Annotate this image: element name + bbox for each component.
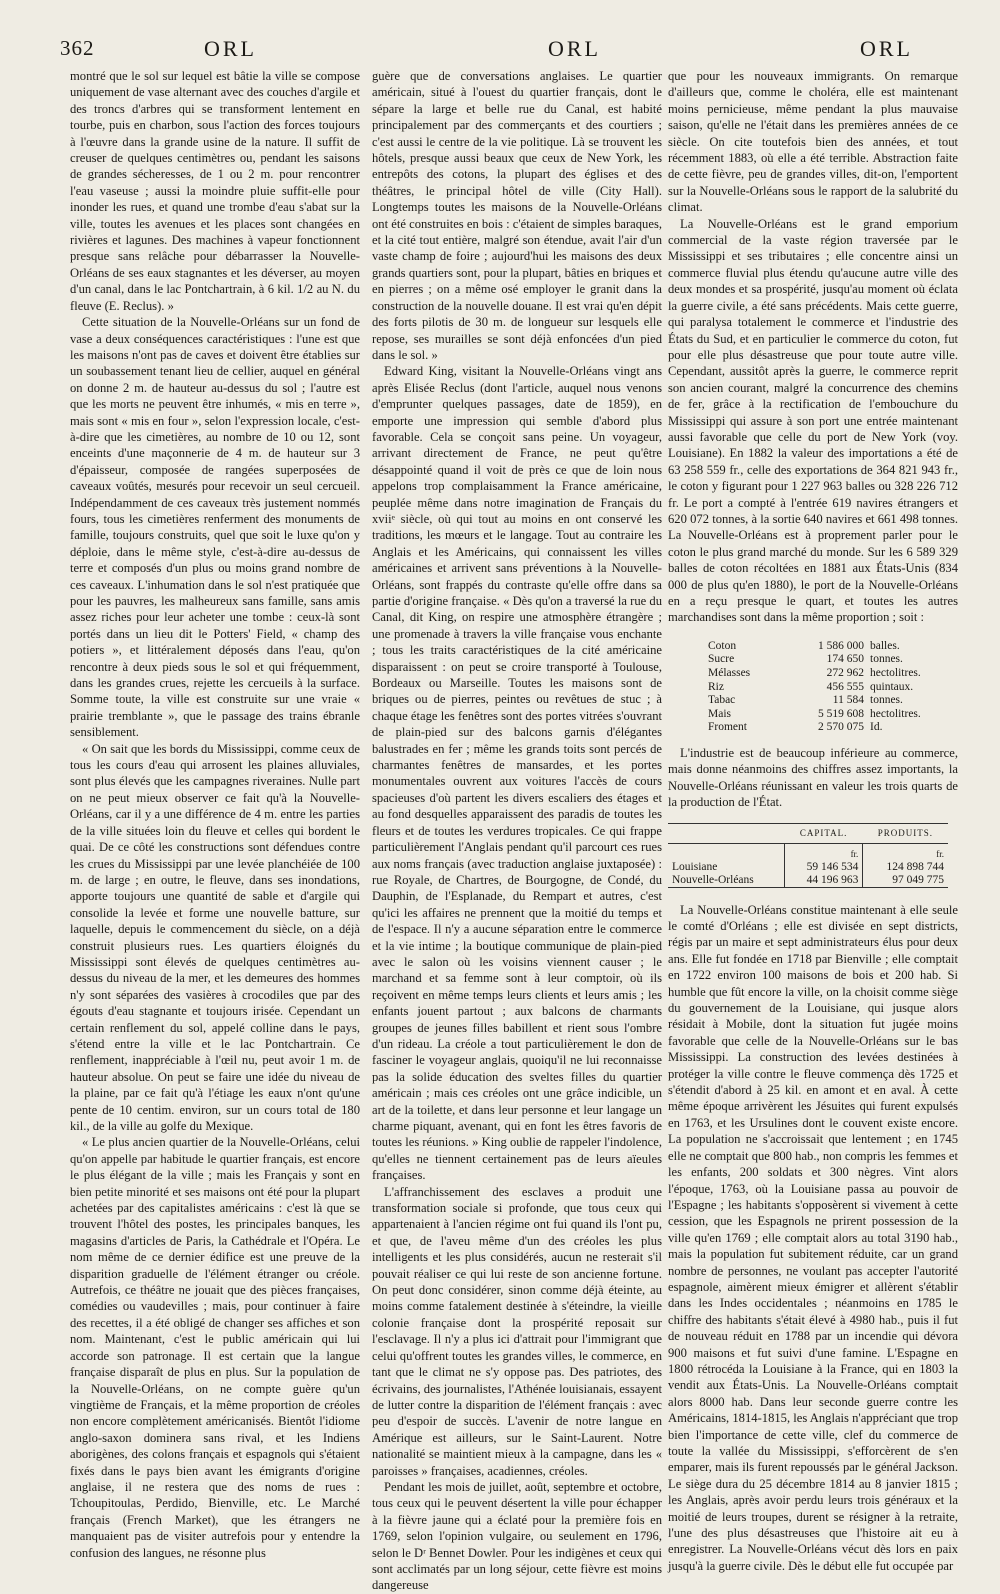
paragraph: guère que de conversations anglaises. Le quartier américain, situé à l'ouest du quartier français, dont le sépare la large et belle rue du Canal, est habité principalement par des commerçants et des courtiers ; c'est aussi le centre de la vie politique. Là se trouvent les hôtels, presque aussi beaux que ceux de New York, les entrepôts des cotons, la plupart des églises et des théâtres, le principal hôtel de ville (City Hall). Longtemps toutes les maisons de la Nouvelle-Orléans ont été construites en bois : c'étaient de simples baraques, et la cité tout entière, malgré son étendue, avait l'air d'un vaste champ de foire ; aujourd'hui les maisons des deux grands quartiers sont, pour la plupart, bâties en briques et en pierres ; on a même osé employer le granit dans la construction de la nouvelle douane. Il est vrai qu'en dépit des forts pilotis de 30 m. de longueur sur lesquels elle repose, ses murailles se sont déjà enfoncées d'un pied dans le sol. » <box>372 69 662 362</box>
commodity-row <box>708 640 938 654</box>
unit-label: fr. <box>784 843 862 861</box>
paragraph: que pour les nouveaux immigrants. On remarque d'ailleurs que, comme le choléra, elle est maintenant moins pernicieuse, même pendant la plus mauvaise saison, qu'elle ne l'était dans les premières années de ce siècle. On cite toutefois bien des années, et tout récemment 1883, où elle a été terrible. Abstraction faite de cette fièvre, peu de grandes villes, dit-on, l'emportent sur la Nouvelle-Orléans sous le rapport de la salubrité du climat. <box>668 69 958 215</box>
commodity-row <box>708 694 938 708</box>
unit-label: fr. <box>863 843 948 861</box>
commodity-unit: quintaux. <box>870 680 914 693</box>
table-unit-row <box>668 843 948 861</box>
row-label: Louisiane <box>672 860 718 873</box>
commodity-unit: Id. <box>870 721 883 734</box>
commodity-value: 11 584 <box>832 694 864 707</box>
commodity-list <box>708 640 938 735</box>
text-column-right <box>668 68 958 1573</box>
commodity-unit: hectolitres. <box>870 667 921 679</box>
commodity-value: 2 570 075 <box>818 721 864 734</box>
commodity-unit: hectolitres. <box>870 707 921 720</box>
paragraph: Pendant les mois de juillet, août, septembre et octobre, tous ceux qui le peuvent désertent la ville pour échapper à la fièvre jaune qui a éclaté pour la première fois en 1769, selon l'opinion vulgaire, ou seulement en 1796, selon le Dʳ Bennet Dowler. Pour les indigènes et ceux qui sont acclimatés par un long séjour, cette fièvre est moins dangereuse <box>372 1479 662 1593</box>
commodity-label: Riz <box>708 680 724 693</box>
commodity-unit: tonnes. <box>870 694 903 707</box>
produits-value: 97 049 775 <box>863 874 948 888</box>
commodity-label: Froment <box>708 721 747 734</box>
headword-center: ORL <box>548 36 601 61</box>
table-header-capital: CAPITAL. <box>784 823 862 843</box>
commodity-row <box>708 667 938 681</box>
headword-left: ORL <box>204 36 257 61</box>
table-header-row <box>668 823 948 843</box>
paragraph: Cette situation de la Nouvelle-Orléans sur un fond de vase a deux conséquences caractéristiques : l'une est que les maisons n'ont pas de caves et doivent être établies sur un soubassement tenant lieu de cellier, auquel en général on donne 2 m. de hauteur au-dessus du sol ; l'autre est que les morts ne peuvent être inhumés, « mis en terre », mais sont « mis en four », selon l'expression locale, c'est-à-dire que les cimetières, au nombre de 10 ou 12, sont enceints d'une maçonnerie de 4 m. de hauteur sur 3 d'épaisseur, composée de rangées superposées de caveaux voûtés, mesurés pour recevoir un seul cercueil. Indépendamment de ces caveaux très justement nommés fours, tous les cimetières renferment des monuments de famille, toujours construits, quel que soit le luxe qu'on y déploie, dans le même style, c'est-à-dire au-dessus de terre et composés d'un plus ou moins grand nombre de ces caveaux. L'inhumation dans le sol n'est pratiquée que pour les pauvres, les malheureux sans famille, sans amis assez riches pour leur acheter une tombe : ceux-là sont portés dans un lieu dit le Potters' Field, « champ des potiers », et littéralement déposés dans l'eau, qu'on rencontre à deux pieds sous le sol et qui fréquemment, dans les grandes crues, rejette les cercueils à la surface. Somme toute, la ville est construite sur une vraie « prairie tremblante », que le passage des trains ébranle sensiblement. <box>70 315 360 740</box>
commodity-row <box>708 721 938 735</box>
paragraph: montré que le sol sur lequel est bâtie la ville se compose uniquement de vase alternant avec des couches d'argile et des troncs d'arbres qui se transforment lentement en tourbe, puis en charbon, sous l'action des forces toujours à l'œuvre dans la grande usine de la nature. Il suffit de creuser de quelques centimètres ou, pendant les saisons de grandes sécheresses, de 1 ou 2 m. pour rencontrer l'eau vaseuse ; aussi la moindre pluie suffit-elle pour inonder les rues, et quand une trombe d'eau s'abat sur la ville, toutes les avenues et les places sont changées en rivières et lagunes. Des machines à vapeur fonctionnent presque sans relâche pour débarrasser la Nouvelle-Orléans de ses eaux stagnantes et les déverser, au moyen d'un canal, dans le lac Pontchartrain, à 6 kil. 1/2 au N. du fleuve (E. Reclus). » <box>70 69 360 313</box>
commodity-unit: tonnes. <box>870 653 903 666</box>
commodity-label: Sucre <box>708 653 735 666</box>
paragraph: L'industrie est de beaucoup inférieure au commerce, mais donne néanmoins des chiffres assez importants, la Nouvelle-Orléans réunissant en valeur les trois quarts de la production de l'État. <box>668 745 958 810</box>
commodity-row <box>708 681 938 695</box>
commodity-row <box>708 708 938 722</box>
page-number: 362 <box>60 36 95 60</box>
row-label: Nouvelle-Orléans <box>668 874 784 888</box>
table-row <box>668 861 948 874</box>
capital-value: 44 196 963 <box>784 874 862 888</box>
paragraph: L'affranchissement des esclaves a produit une transformation sociale si profonde, que tous ceux qui appartenaient à l'ancien régime ont fui quand ils l'ont pu, et que, de l'aveu même d'un des créoles les plus intelligents et les plus considérés, aucun ne resterait s'il pouvait réaliser ce qui lui reste de son ancienne fortune. On peut donc considérer, sinon comme déjà éteinte, au moins comme fatalement destinée à s'éteindre, la vieille colonie française dont la prospérité reposait sur l'esclavage. Il n'y a plus ici d'attrait pour l'immigrant que celui qu'offrent toutes les grandes villes, le commerce, en tant que le climat ne s'y oppose pas. Des patriotes, des écrivains, des journalistes, l'Athénée louisianais, essayent de lutter contre la disparition de l'élément français : avec peu d'espoir de succès. L'avenir de notre langue en Amérique est ailleurs, sur le Saint-Laurent. Notre nationalité se maintient mieux à la campagne, dans les « paroisses » françaises, acadiennes, créoles. <box>372 1184 662 1478</box>
paragraph: La Nouvelle-Orléans constitue maintenant à elle seule le comté d'Orléans ; elle est divisée en sept districts, régis par un maire et sept administrateurs élus pour deux ans. Elle fut fondée en 1718 par Bienville ; elle comptait en 1722 environ 100 maisons de bois et 200 hab. Si humble que fût encore la ville, on la choisit comme siège du gouvernement de la Louisiane, qui jusque alors résidait à Mobile, dont la situation fut jugée moins favorable que celle de la Nouvelle-Orléans sur le bas Mississippi. La construction des levées destinées à protéger la ville contre le fleuve commença dès 1725 et s'étendit d'abord à 25 kil. en amont et en aval. À cette même époque arrivèrent les Jésuites qui furent expulsés en 1763, et les Ursulines dont le couvent existe encore. La population ne s'accroissait que lentement ; en 1745 elle ne comptait que 800 hab., non compris les femmes et les enfants, 200 soldats et 300 nègres. Vint alors l'époque, 1763, où la Louisiane passa au pouvoir de l'Espagne ; les habitants s'opposèrent si vivement à cette cession, que les Espagnols ne prirent possession de la ville qu'en 1769 ; elle comptait alors au total 3190 hab., mais la population fut subitement réduite, car un grand nombre de personnes, ne voulant pas accepter l'autorité espagnole, aimèrent mieux émigrer et allèrent s'établir dans les Indes occidentales ; néanmoins en 1785 le chiffre des habitants s'était élevé à 4980 hab., puis il fut de nouveau réduit en 1788 par un incendie qui dévora 900 maisons et fut suivi d'une famine. L'Espagne en 1800 rétrocéda la Louisiane à la France, qui en 1803 la vendit aux États-Unis. La Nouvelle-Orléans comptait alors 8000 hab. Dans leur seconde guerre contre les Américains, 1814-1815, les Anglais n'appréciant que trop bien l'importance de cette ville, clef du commerce de toute la vallée du Mississippi, s'efforcèrent de s'en emparer, mais ils furent repoussés par le général Jackson. Le siège dura du 25 décembre 1814 au 8 janvier 1815 ; les Anglais, après avoir perdu leurs trois généraux et la moitié de leurs troupes, durent se résigner à la retraite, l'une des plus désastreuses que l'histoire ait eu à enregistrer. La Nouvelle-Orléans vécut dès lors en paix jusqu'à la guerre civile. Dès le début elle fut occupée par <box>668 902 958 1573</box>
commodity-label: Coton <box>708 639 737 652</box>
industry-table <box>668 823 948 888</box>
paragraph: « Le plus ancien quartier de la Nouvelle-Orléans, celui qu'on appelle par habitude le quartier français, est encore le plus élégant de la ville ; mais les Français y sont en bien petite minorité et ses maisons ont été pour la plupart achetées par des capitalistes américains : c'est là que se trouvent l'hôtel des postes, les principales banques, les magasins d'articles de Paris, la Cathédrale et l'Opéra. Le nom même de ce dernier édifice est une preuve de la disparition graduelle de l'élément étranger ou créole. Autrefois, ce théâtre ne jouait que des pièces françaises, comédies ou vaudevilles ; mais, pour continuer à faire des recettes, il a été obligé de changer ses affiches et son nom. Maintenant, c'est le public américain qui lui accorde son patronage. Il est certain que la langue française disparaît de plus en plus. Sur la population de la Nouvelle-Orléans, on ne compte guère qu'un vingtième de Français, et la même proportion de créoles non encore complètement américanisés. Bientôt l'idiome anglo-saxon dominera sans rival, et les Indiens aborigènes, des colons français et espagnols qui s'étaient fixés dans le pays bien avant les émigrants d'origine anglaise, il ne restera que des noms de rues : Tchoupitoulas, Perdido, Bienville, etc. Le Marché français (French Market), que les étrangers ne manquaient pas de visiter autrefois pour y entendre la confusion des langues, ne résonne plus <box>70 1135 360 1560</box>
produits-value: 124 898 744 <box>863 861 948 874</box>
text-column-left <box>70 68 360 1560</box>
commodity-unit: balles. <box>870 639 900 652</box>
commodity-row <box>708 653 938 667</box>
commodity-label: Mais <box>708 707 731 720</box>
table-header-produits: PRODUITS. <box>863 823 948 843</box>
commodity-value: 1 586 000 <box>818 639 864 652</box>
commodity-label: Tabac <box>708 694 736 707</box>
commodity-value: 174 650 <box>826 653 864 666</box>
paragraph: La Nouvelle-Orléans est le grand emporium commercial de la vaste région traversée par le Mississippi et ses tributaires ; elle concentre ainsi un commerce fluvial plus étendu qu'aucune autre ville des deux mondes et sa prospérité, jusqu'au moment où éclata la guerre civile, a été sans précédents. Mais cette guerre, qui paralysa totalement le commerce et l'industrie des États du Sud, et en particulier le commerce du coton, fut pour elle plus désastreuse que pour toute autre ville. Cependant, aussitôt après la guerre, le commerce reprit son ancien courant, malgré la concurrence des chemins de fer, grâce à la rectification de l'embouchure du Mississippi qui assure à son port une entrée maintenant aussi favorable que celle du port de New York (voy. Louisiane). En 1882 la valeur des importations a été de 63 258 559 fr., celle des exportations de 364 821 943 fr., le coton y figurant pour 1 227 963 balles ou 328 226 712 fr. Le port a compté à l'entrée 619 navires étrangers et 620 072 tonnes, à la sortie 640 navires et 661 498 tonnes. La Nouvelle-Orléans est à proprement parler pour le coton le plus grand marché du monde. Sur les 6 589 329 balles de coton récoltées en 1881 aux États-Unis (834 000 de plus qu'en 1880), le port de la Nouvelle-Orléans en a reçu presque le quart, et toutes les autres marchandises sont dans la même proportion ; soit : <box>668 216 958 625</box>
text-column-center <box>372 68 662 1593</box>
commodity-value: 456 555 <box>826 680 864 693</box>
paragraph: Edward King, visitant la Nouvelle-Orléans vingt ans après Elisée Reclus (dont l'article, auquel nous venons d'emprunter quelques passages, date de 1859), en emporte une impression qui semble d'abord plus favorable. Cela se conçoit sans peine. Un voyageur, arrivant directement de France, ne peut qu'être désappointé quand il voit de près ce que de loin nous appelons trop complaisamment la France américaine, peuplée même dans notre imagination de Français du xviiᵉ siècle, où qui tout au moins en ont conservé les traditions, les mœurs et le langage. Tout au contraire les Anglais et les Américains, qui connaissent les villes américaines et arrivent sans préventions à la Nouvelle-Orléans, sont frappés du contraste qu'elle offre dans sa partie d'origine française. « Dès qu'on a traversé la rue du Canal, dit King, on respire une atmosphère étrangère ; une promenade à travers la ville française vous enchante ; tous les traits caractéristiques de la cité américaine disparaissent : on peut se croire transporté à Toulouse, Bordeaux ou Marseille. Toutes les maisons sont de briques ou de pierres, peintes ou revêtues de stuc ; à chaque étage les fenêtres sont des portes vitrées s'ouvrant de plain-pied sur des balcons garnis d'élégantes balustrades en fer ; même les grands toits sont percés de charmantes fenêtres de mansardes, et les portes monumentales ouvrent aux voitures l'accès de cours spacieuses d'où partent les divers escaliers des étages et au fond desquelles apparaissent des paradis de toutes les fleurs et de toutes les verdures tropicales. Ce qui frappe particulièrement l'Anglais pendant qu'il parcourt ces rues aux noms français (avec traduction anglaise juxtaposée) : rue Royale, de Chartres, de Bourgogne, de Condé, du Dauphin, de l'Esplanade, du Rempart et autres, c'est qu'ici les affaires ne prennent que la moitié du temps et de l'espace. Il n'y a aucune séparation entre le commerce et la vie intime ; la boutique communique de plain-pied avec le salon où les voisins viennent causer ; le marchand et sa femme sont à leur comptoir, où ils reçoivent en même temps leurs clients et leurs amis ; les enfants jouent partout ; aux balcons de charmants groupes de jeunes filles babillent et rient sous l'ombre d'un rideau. La créole a tout particulièrement le don de fasciner le voyageur anglais, quoiqu'il ne lui reconnaisse pas la solide éducation des sveltes filles du quartier américain ; mais ces créoles ont une grâce indicible, un art de la toilette, et dans leur personne et leur langage un charme piquant, avenant, qui en font les êtres favoris de toutes les réunions. » King oublie de rappeler l'indolence, qu'elles ne tiennent certainement pas de leurs aïeules françaises. <box>372 364 662 1183</box>
commodity-value: 272 962 <box>826 667 864 679</box>
commodity-value: 5 519 608 <box>818 707 864 720</box>
capital-value: 59 146 534 <box>784 861 862 874</box>
running-header <box>60 36 958 66</box>
headword-right: ORL <box>860 36 913 61</box>
table-header-blank <box>668 823 784 843</box>
commodity-label: Mélasses <box>708 667 751 679</box>
table-row <box>668 874 948 888</box>
paragraph: « On sait que les bords du Mississippi, comme ceux de tous les cours d'eau qui arrosent les plaines alluviales, sont plus élevés que les campagnes riveraines. Nulle part on ne peut mieux observer ce fait qu'à la Nouvelle-Orléans, car il y a une différence de 4 m. entre les parties de la ville situées loin du fleuve et celles qui bordent le quai. De ce côté les constructions sont défendues contre les crues du Mississippi par une levée planchéiée de 100 m. de large ; en outre, le fleuve, dans ses inondations, apporte toujours une quantité de sable et d'argile qui consolide la levée et forme une nouvelle batture, sur laquelle, depuis le commencement du siècle, on a déjà construit plusieurs rues. Les quartiers éloignés du Mississippi sont élevés de quelques centimètres au-dessus du niveau de la mer, et les demeures des hommes n'y sont séparées des vasières à crocodiles que par des égouts d'eau stagnante et toujours irisée. Cependant un certain renflement du sol, appelé colline dans le pays, s'étend entre la ville et le lac Pontchartrain. Ce renflement, inappréciable à l'œil nu, peut avoir 1 m. de hauteur absolue. On peut se faire une idée du niveau de la plaine, par ce fait qu'à l'étiage les eaux n'ont qu'une pente de 10 centim. environ, sur un cours total de 180 kil., de la ville au golfe du Mexique. <box>70 741 360 1133</box>
